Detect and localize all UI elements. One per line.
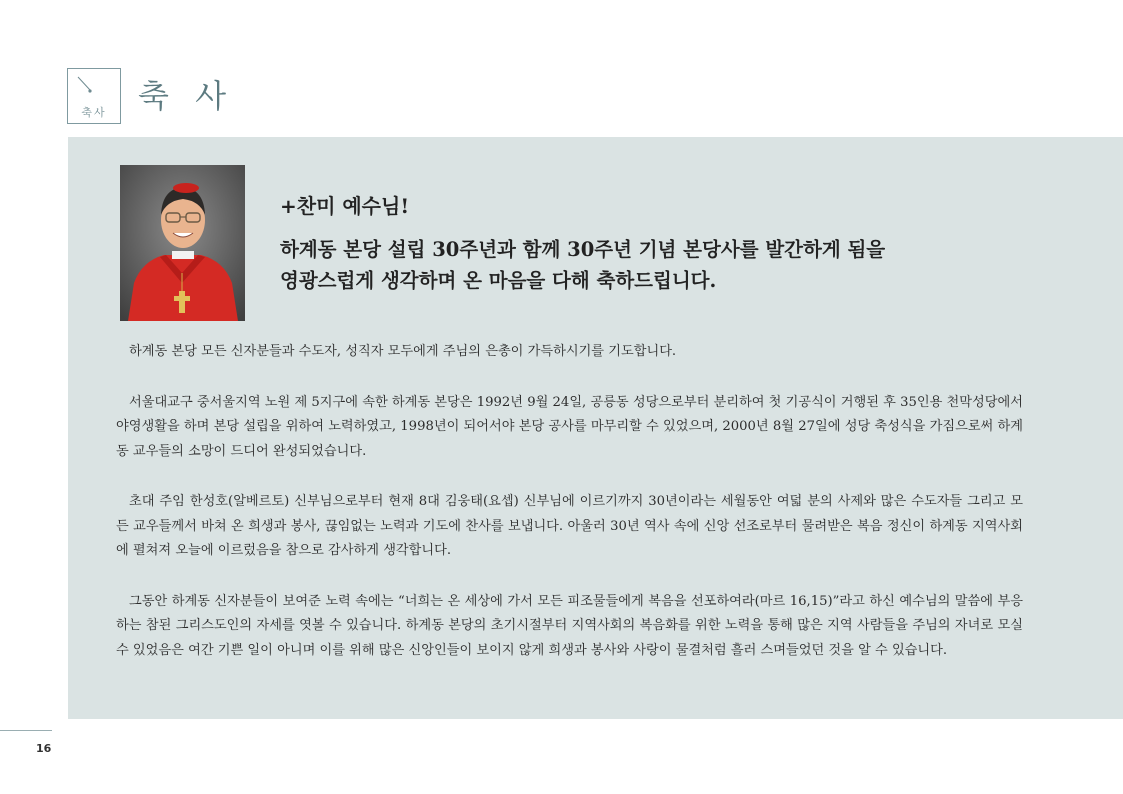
cardinal-portrait bbox=[120, 165, 245, 321]
section-mark-label: 축사 bbox=[81, 106, 107, 119]
section-mark bbox=[67, 68, 121, 124]
headline bbox=[280, 234, 1080, 296]
page-title: 축 사 bbox=[138, 77, 234, 115]
body-text bbox=[116, 340, 1023, 689]
page-number: 16 bbox=[36, 742, 52, 755]
footer-rule bbox=[0, 730, 52, 731]
content-panel bbox=[68, 137, 1123, 719]
paragraph-4: 그동안 하계동 신자분들이 보여준 노력 속에는 “너희는 온 세상에 가서 모든 피조물들에게 복음을 선포하여라(마르 16,15)”라고 하신 예수님의 말씀에 부응하는 참된 그리스도인의 자세를 엿볼 수 있습니다. 하계동 본당의 초기시절부터 지역사회의 복음화를 위한 노력을 통해 많은 지역 사람들을 주님의 자녀로 모실 수 있었음은 여간 기쁜 일이 아니며 이를 위해 많은 신앙인들이 보이지 않게 희생과 봉사와 사랑이 물결처럼 흘러 스며들었던 것을 알 수 있습니다. bbox=[116, 593, 1023, 658]
headline-line-1: 하계동 본당 설립 30주년과 함께 30주년 기념 본당사를 발간하게 됨을 bbox=[280, 238, 886, 261]
paragraph-3: 초대 주임 한성호(알베르토) 신부님으로부터 현재 8대 김웅태(요셉) 신부님에 이르기까지 30년이라는 세월동안 여덟 분의 사제와 많은 수도자들 그리고 모든 교우들께서 바쳐 온 희생과 봉사, 끊임없는 노력과 기도에 찬사를 보냅니다. 아울러 30년 역사 속에 신앙 선조로부터 물려받은 복음 정신이 하계동 지역사회에 펼쳐져 오늘에 이르렀음을 참으로 감사하게 생각합니다. bbox=[116, 494, 1023, 558]
paragraph-1: 하계동 본당 모든 신자분들과 수도자, 성직자 모두에게 주님의 은총이 가득하시기를 기도합니다. bbox=[129, 344, 677, 359]
paragraph-2: 서울대교구 중서울지역 노원 제 5지구에 속한 하계동 본당은 1992년 9월 24일, 공릉동 성당으로부터 분리하여 첫 기공식이 거행된 후 35인용 천막성당에서 야영생활을 하며 본당 설립을 위하여 노력하였고, 1998년이 되어서야 본당 공사를 마무리할 수 있었으며, 2000년 8월 27일에 성당 축성식을 가짐으로써 하계동 교우들의 소망이 드디어 완성되었습니다. bbox=[116, 394, 1023, 459]
headline-line-2: 영광스럽게 생각하며 온 마음을 다해 축하드립니다. bbox=[280, 269, 717, 292]
greeting: +찬미 예수님! bbox=[280, 194, 410, 218]
